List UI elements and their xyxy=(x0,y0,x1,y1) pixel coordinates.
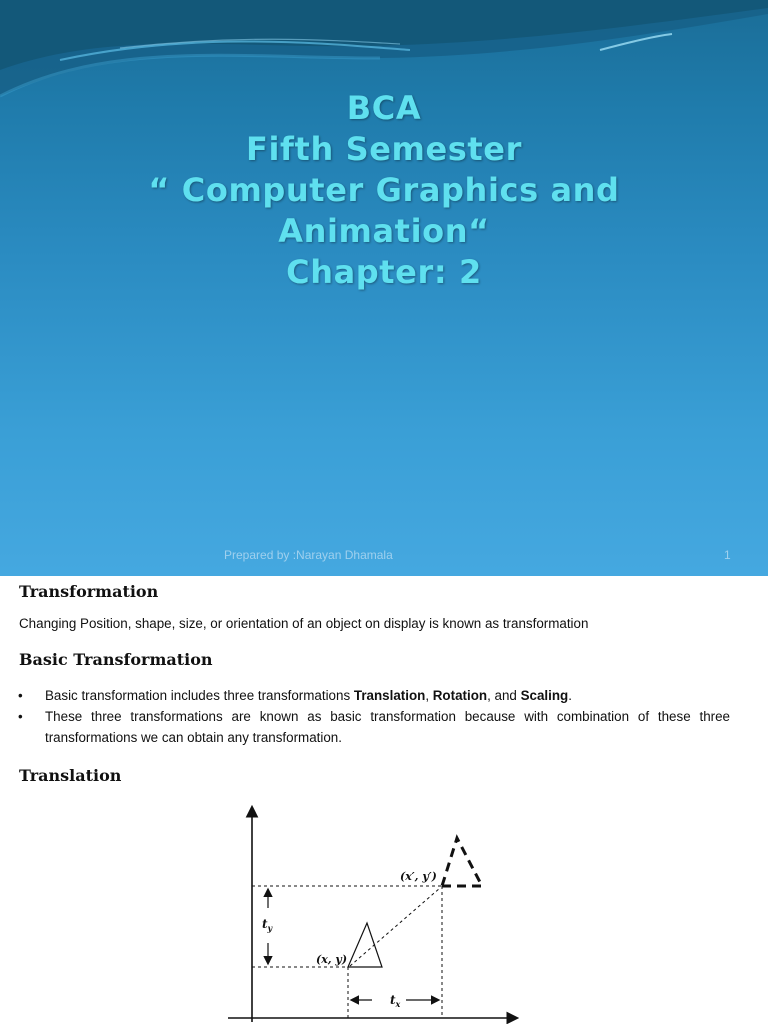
original-triangle xyxy=(348,923,382,967)
term-translation: Translation xyxy=(353,688,426,703)
translation-vector xyxy=(350,888,440,966)
title-line-course-2: Animation“ xyxy=(278,212,490,250)
heading-basic-transformation: Basic Transformation xyxy=(19,650,213,669)
list-item xyxy=(18,685,730,706)
list-item: • These three transformations are known as basic transformation because with combination of these three transformations we can obtain any transformation. xyxy=(18,706,730,748)
definition-text: Changing Position, shape, size, or orientation of an object on display is known as transformation xyxy=(19,616,589,631)
bullet1-end: . xyxy=(568,688,572,703)
title-line-chapter: Chapter: 2 xyxy=(286,253,482,291)
translated-triangle xyxy=(442,838,482,886)
bullet1-text: Basic transformation includes three transformations xyxy=(45,688,354,703)
term-scaling: Scaling xyxy=(520,688,569,703)
document-page xyxy=(0,576,768,1024)
label-point: (x, y) xyxy=(316,953,348,966)
bullet1-sep2: , and xyxy=(487,688,521,703)
title-line-semester: Fifth Semester xyxy=(246,130,522,168)
label-tx: $t_x$ xyxy=(390,993,401,1009)
bullet1-sep1: , xyxy=(425,688,433,703)
slide-title xyxy=(0,88,768,293)
basic-transformation-list xyxy=(18,685,730,748)
term-rotation: Rotation xyxy=(432,688,488,703)
label-ty: $t_y$ xyxy=(262,917,273,933)
slide-page-number: 1 xyxy=(724,548,731,562)
title-line-course-1: “ Computer Graphics and xyxy=(148,171,620,209)
translation-diagram xyxy=(220,796,520,1024)
label-prime-point: (x′, y′) xyxy=(400,870,437,883)
title-line-program: BCA xyxy=(346,89,422,127)
slide-footer-author: Prepared by :Narayan Dhamala xyxy=(224,548,393,562)
heading-translation: Translation xyxy=(19,766,122,785)
heading-transformation: Transformation xyxy=(19,582,159,601)
